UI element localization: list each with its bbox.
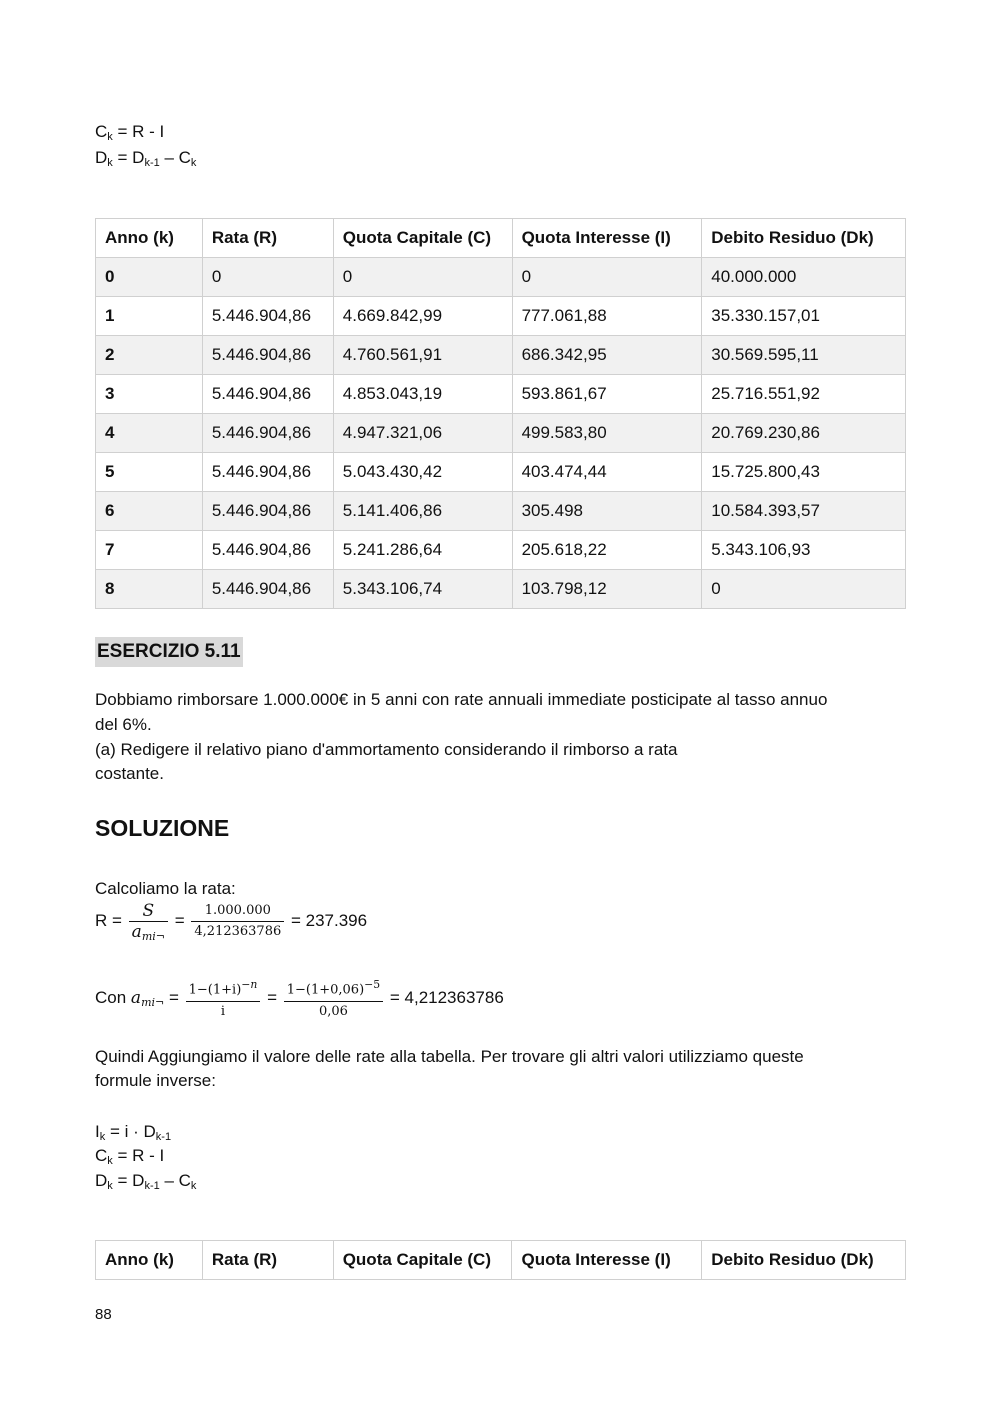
formula-symbol: C: [95, 1146, 108, 1165]
table-row: [96, 297, 906, 336]
table-cell: 5.446.904,86: [202, 414, 333, 453]
table-cell: 0: [512, 258, 702, 297]
table-cell: 5.043.430,42: [333, 453, 512, 492]
amortization-table-2: [95, 1240, 906, 1280]
exercise-text-line: del 6%.: [95, 715, 152, 734]
installment-formula: [95, 899, 367, 943]
table-cell: 593.861,67: [512, 375, 702, 414]
table-cell: 30.569.595,11: [702, 336, 906, 375]
formula-text: – C: [159, 148, 191, 167]
annuity-formula: [95, 976, 504, 1021]
fraction: [191, 902, 284, 941]
table-cell: 25.716.551,92: [702, 375, 906, 414]
formula-result: = 237.396: [290, 911, 368, 930]
table-cell: 403.474,44: [512, 453, 702, 492]
table-cell: 5.241.286,64: [333, 531, 512, 570]
fraction-denominator: i: [220, 1003, 226, 1019]
fraction-denominator: 4,212363786: [194, 924, 282, 940]
table-cell: 2: [96, 336, 203, 375]
table-cell: 5.141.406,86: [333, 492, 512, 531]
table-row: [96, 531, 906, 570]
fraction: [129, 901, 168, 944]
formula-text: = i · D: [105, 1122, 156, 1141]
table-cell: 5.446.904,86: [202, 492, 333, 531]
formula-symbol: D: [95, 148, 108, 167]
formula-text: = R - I: [112, 122, 165, 141]
table-row: [96, 570, 906, 609]
table-cell: 4.669.842,99: [333, 297, 512, 336]
formula-subscript: k-1: [144, 157, 160, 169]
formula-text: =: [168, 988, 179, 1007]
table-cell: 20.769.230,86: [702, 414, 906, 453]
formula-text: = R - I: [112, 1146, 165, 1165]
table-row: [96, 414, 906, 453]
table-cell: 0: [333, 258, 512, 297]
header-residual-debt: Debito Residuo (Dk): [702, 1241, 906, 1280]
exercise-text-line: Dobbiamo rimborsare 1.000.000€ in 5 anni con rate annuali immediate posticipate al tasso annuo: [95, 690, 828, 709]
formula-subscript: k-1: [144, 1180, 160, 1192]
formula-symbol: a: [131, 922, 142, 943]
amortization-table: [95, 218, 906, 609]
formula-subscript: k-1: [155, 1131, 172, 1143]
formula-text: =: [267, 988, 277, 1007]
table-cell: 5.446.904,86: [202, 336, 333, 375]
formula-subscript: k: [107, 1155, 113, 1167]
table-cell: 6: [96, 492, 203, 531]
header-year: Anno (k): [96, 1241, 203, 1280]
table-cell: 7: [96, 531, 203, 570]
solution-intro: Calcoliamo la rata:: [95, 879, 236, 898]
formula-exponent: −n: [241, 978, 258, 992]
fraction-numerator: [284, 976, 383, 1001]
table-cell: 5.343.106,93: [702, 531, 906, 570]
formula-text: R =: [95, 911, 122, 930]
table-cell: 8: [96, 570, 203, 609]
table-cell: 1: [96, 297, 203, 336]
table-cell: 15.725.800,43: [702, 453, 906, 492]
table-cell: 5.446.904,86: [202, 453, 333, 492]
formula-exponent: −5: [364, 978, 381, 992]
formula-text: Con: [95, 988, 127, 1007]
formula-symbol: a: [130, 988, 142, 1008]
formula-capital-share: [95, 120, 164, 144]
table-cell: 0: [202, 258, 333, 297]
exercise-heading: ESERCIZIO 5.11: [95, 637, 243, 667]
formula-interest-share: [95, 1120, 171, 1144]
table-cell: 40.000.000: [702, 258, 906, 297]
formula-text: = D: [112, 1171, 145, 1190]
formula-subscript: k: [190, 157, 197, 169]
header-interest-share: Quota Interesse (I): [512, 1241, 702, 1280]
formula-text: – C: [159, 1171, 191, 1190]
table-cell: 35.330.157,01: [702, 297, 906, 336]
fraction-denominator: 0,06: [318, 1003, 348, 1019]
table-cell: 10.584.393,57: [702, 492, 906, 531]
page-number: 88: [95, 1306, 112, 1323]
header-capital-share: Quota Capitale (C): [333, 219, 512, 258]
exercise-text-line: costante.: [95, 764, 164, 783]
header-installment: Rata (R): [202, 1241, 333, 1280]
header-installment: Rata (R): [202, 219, 333, 258]
table-cell: 305.498: [512, 492, 702, 531]
formula-capital-share: [95, 1144, 164, 1168]
fraction: [186, 976, 261, 1020]
fraction: [284, 976, 383, 1020]
table-cell: 3: [96, 375, 203, 414]
formula-symbol: I: [95, 1122, 100, 1141]
header-residual-debt: Debito Residuo (Dk): [702, 219, 906, 258]
formula-text: = D: [112, 148, 145, 167]
table-cell: 4: [96, 414, 203, 453]
table-cell: 5.446.904,86: [202, 531, 333, 570]
solution-text-line: Quindi Aggiungiamo il valore delle rate alla tabella. Per trovare gli altri valori utilizziamo queste: [95, 1047, 804, 1066]
header-interest-share: Quota Interesse (I): [512, 219, 702, 258]
formula-subscript: k: [190, 1180, 197, 1192]
table-cell: 5.343.106,74: [333, 570, 512, 609]
table-cell: 5: [96, 453, 203, 492]
header-capital-share: Quota Capitale (C): [333, 1241, 512, 1280]
table-cell: 0: [96, 258, 203, 297]
table-cell: 686.342,95: [512, 336, 702, 375]
solution-text-line: formule inverse:: [95, 1071, 216, 1090]
formula-symbol: C: [95, 122, 108, 141]
table-row: [96, 336, 906, 375]
formula-subscript: mi¬: [141, 930, 165, 944]
table-cell: 0: [702, 570, 906, 609]
fraction-numerator: [186, 976, 261, 1001]
exercise-text-line: (a) Redigere il relativo piano d'ammortamento considerando il rimborso a rata: [95, 740, 678, 759]
formula-subscript: k: [107, 1180, 113, 1192]
formula-subscript: k: [107, 157, 113, 169]
fraction-numerator: S: [129, 902, 168, 922]
table-row: [96, 375, 906, 414]
table-cell: 205.618,22: [512, 531, 702, 570]
table-row: [96, 258, 906, 297]
table-cell: 777.061,88: [512, 297, 702, 336]
formula-residual-debt: [95, 1169, 196, 1193]
formula-symbol: D: [95, 1171, 108, 1190]
table-cell: 4.947.321,06: [333, 414, 512, 453]
formula-text: =: [174, 911, 185, 930]
table-cell: 103.798,12: [512, 570, 702, 609]
formula-subscript: mi¬: [141, 996, 165, 1009]
table-header-row: [96, 1241, 906, 1280]
table-cell: 5.446.904,86: [202, 570, 333, 609]
fraction-denominator: [129, 922, 168, 944]
formula-subscript: k: [107, 131, 113, 143]
formula-result: = 4,212363786: [389, 988, 504, 1007]
header-year: Anno (k): [96, 219, 203, 258]
formula-text: 1−(1+0,06): [286, 982, 365, 998]
table-cell: 499.583,80: [512, 414, 702, 453]
table-cell: 4.853.043,19: [333, 375, 512, 414]
formula-text: 1−(1+i): [188, 982, 242, 998]
table-cell: 4.760.561,91: [333, 336, 512, 375]
table-cell: 5.446.904,86: [202, 297, 333, 336]
table-row: [96, 453, 906, 492]
table-row: [96, 492, 906, 531]
table-cell: 5.446.904,86: [202, 375, 333, 414]
formula-residual-debt: [95, 146, 196, 170]
solution-heading: SOLUZIONE: [95, 815, 230, 841]
formula-subscript: k: [99, 1131, 106, 1143]
fraction-numerator: 1.000.000: [191, 902, 284, 922]
table-header-row: [96, 219, 906, 258]
